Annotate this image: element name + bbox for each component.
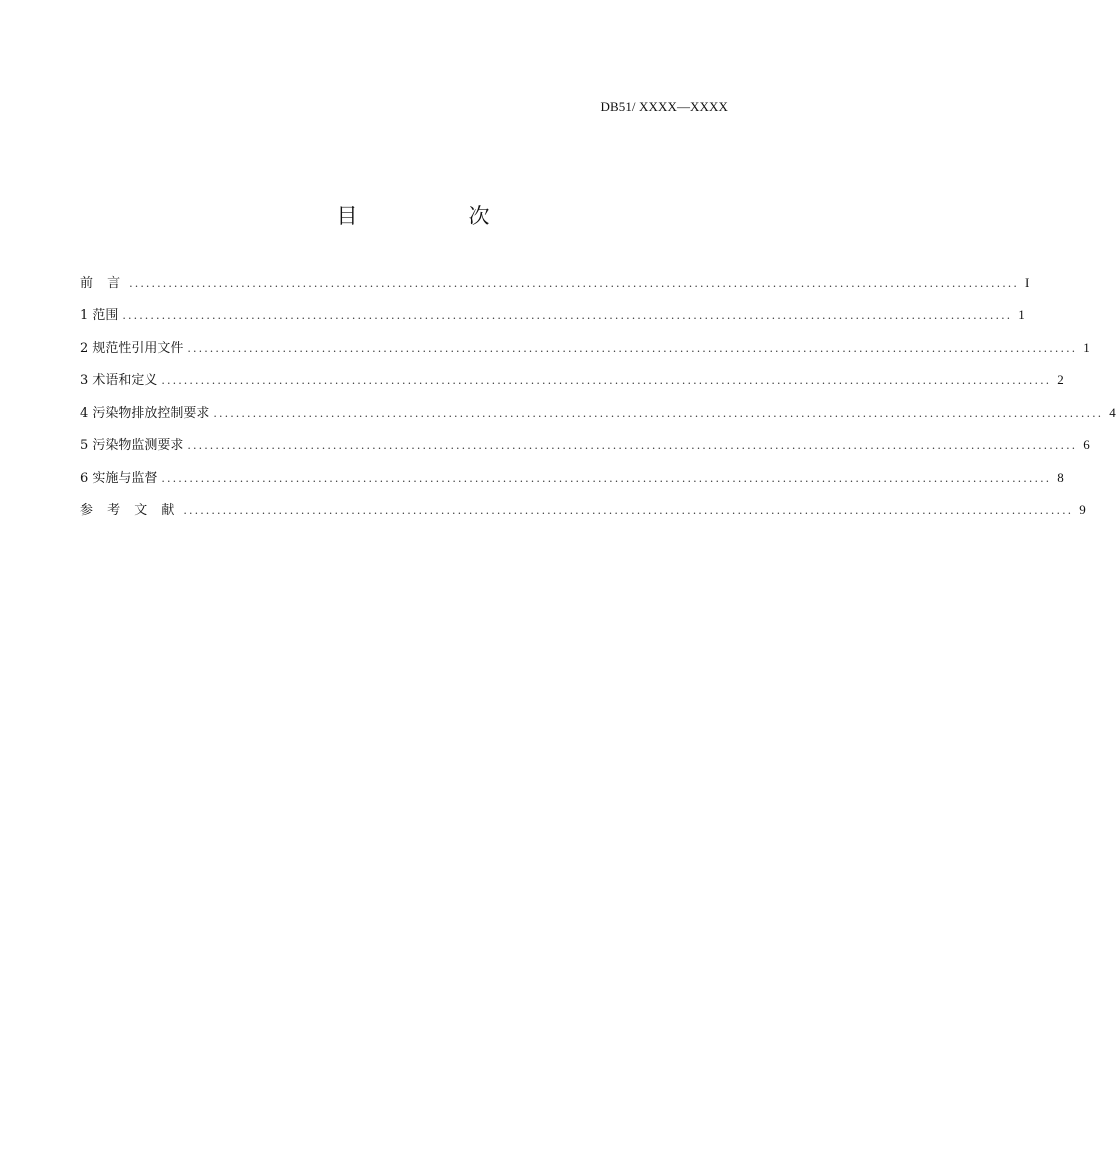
toc-page-number: 1 xyxy=(1018,307,1025,322)
toc-page-number: 9 xyxy=(1079,502,1086,517)
toc-entry-label: 4 污染物排放控制要求 xyxy=(80,405,210,421)
toc-page-number: I xyxy=(1025,275,1030,290)
toc-dot-leader: ............................................................................................................................................................... xyxy=(122,309,1013,322)
toc-entry-terms-definitions[interactable] xyxy=(80,369,1064,390)
toc-page-number: 8 xyxy=(1057,469,1064,485)
table-of-contents xyxy=(80,272,1116,520)
toc-entry-scope[interactable] xyxy=(80,304,1025,325)
toc-entry-label: 参 考 文 献 xyxy=(80,503,180,518)
toc-dot-leader: ............................................................................................................................................................... xyxy=(183,504,1074,517)
page-title: 目 次 xyxy=(336,204,535,228)
toc-entry-emission-control[interactable] xyxy=(80,402,1116,423)
toc-entry-normative-references[interactable] xyxy=(80,337,1090,358)
toc-dot-leader: ............................................................................................................................................................... xyxy=(187,439,1078,452)
standard-code: DB51/ XXXX—XXXX xyxy=(600,99,728,114)
toc-entry-label: 5 污染物监测要求 xyxy=(80,438,184,453)
toc-entry-label: 前 言 xyxy=(80,276,126,291)
toc-entry-implementation[interactable] xyxy=(80,467,1064,488)
toc-dot-leader: ............................................................................................................................................................... xyxy=(129,277,1019,290)
toc-page-number: 1 xyxy=(1083,339,1090,355)
toc-entry-monitoring[interactable] xyxy=(80,434,1090,455)
toc-entry-label: 3 术语和定义 xyxy=(80,373,158,388)
toc-entry-label: 6 实施与监督 xyxy=(80,470,158,486)
toc-page-number: 4 xyxy=(1109,404,1116,420)
toc-page-number: 2 xyxy=(1057,372,1064,387)
toc-entry-label: 1 范围 xyxy=(80,308,119,323)
toc-entry-foreword[interactable] xyxy=(80,272,1030,293)
toc-dot-leader: ............................................................................................................................................................... xyxy=(213,406,1104,420)
toc-page-number: 6 xyxy=(1083,437,1090,452)
toc-entry-label: 2 规范性引用文件 xyxy=(80,340,184,356)
toc-dot-leader: ............................................................................................................................................................... xyxy=(161,374,1052,387)
toc-dot-leader: ............................................................................................................................................................... xyxy=(187,341,1078,355)
toc-entry-bibliography[interactable] xyxy=(80,499,1086,520)
toc-dot-leader: ............................................................................................................................................................... xyxy=(161,471,1052,485)
